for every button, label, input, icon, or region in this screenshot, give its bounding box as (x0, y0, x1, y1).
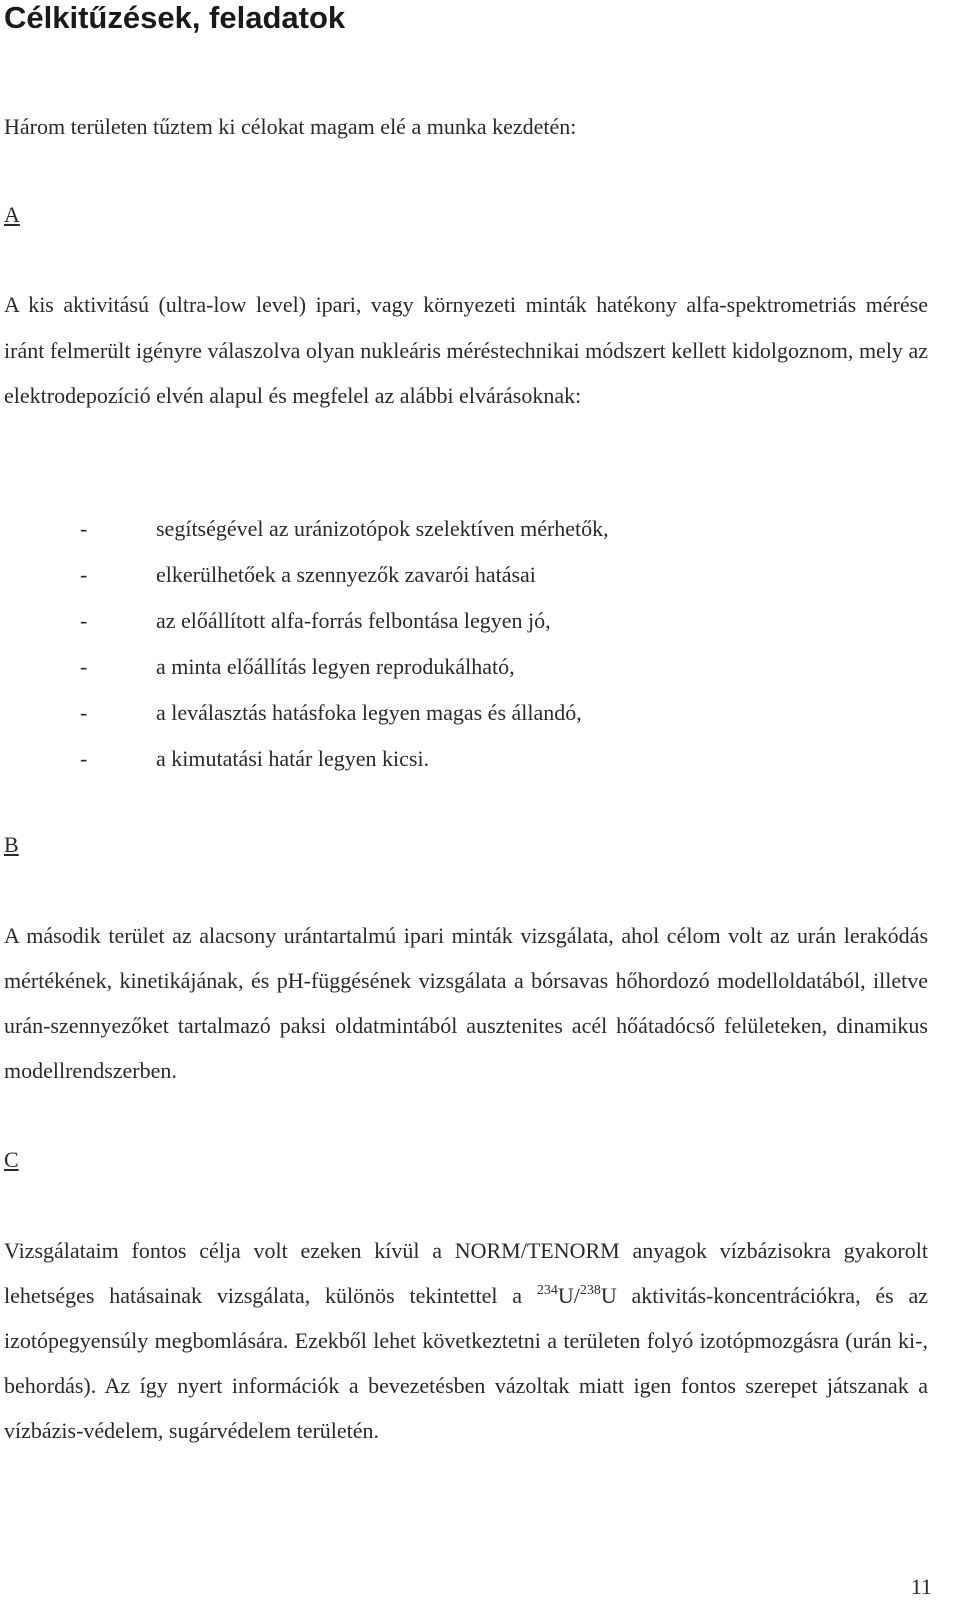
section-c-text-mid: U/ (557, 1283, 580, 1308)
list-item (80, 552, 609, 598)
list-item (80, 506, 609, 552)
list-item (80, 736, 609, 782)
list-dash: - (80, 562, 88, 587)
list-item-text: elkerülhetőek a szennyezők zavarói hatásai (156, 562, 536, 587)
list-dash: - (80, 608, 88, 633)
section-c-paragraph (4, 1228, 928, 1453)
section-c-text-start: Vizsgálataim fontos célja volt ezeken kívül a NORM/TENORM anyagok vízbázisokra gyakorolt lehetséges hatásainak vizsgálata, különös tekintettel a (4, 1238, 928, 1308)
isotope-238-superscript: 238 (579, 1283, 601, 1298)
page-number: 11 (910, 1574, 932, 1599)
section-c-label: C (4, 1147, 19, 1172)
list-dash: - (80, 516, 88, 541)
list-dash: - (80, 654, 88, 679)
list-item-text: a leválasztás hatásfoka legyen magas és állandó, (156, 700, 582, 725)
list-item (80, 598, 609, 644)
section-b-label: B (4, 832, 19, 857)
list-item (80, 690, 609, 736)
list-item-text: a minta előállítás legyen reprodukálható, (156, 654, 515, 679)
list-item-text: a kimutatási határ legyen kicsi. (156, 746, 430, 771)
list-item-text: az előállított alfa-forrás felbontása legyen jó, (156, 608, 551, 633)
page-title: Célkitűzések, feladatok (4, 0, 346, 35)
list-dash: - (80, 746, 88, 771)
list-item-text: segítségével az uránizotópok szelektíven mérhetők, (156, 516, 609, 541)
intro-paragraph: Három területen tűztem ki célokat magam elé a munka kezdetén: (4, 114, 577, 139)
list-item (80, 644, 609, 690)
requirements-list (80, 506, 609, 782)
section-a-paragraph: A kis aktivitású (ultra-low level) ipari, vagy környezeti minták hatékony alfa-spektrometriás mérése iránt felmerült igényre válaszolva olyan nukleáris méréstechnikai módszert kellett kidolgoznom, mely az elektrodepozíció elvén alapul és megfelel az alábbi elvárásoknak: (4, 292, 928, 408)
section-a-label: A (4, 202, 20, 227)
isotope-234-superscript: 234 (536, 1283, 558, 1298)
section-b-paragraph: A második terület az alacsony urántartalmú ipari minták vizsgálata, ahol célom volt az urán lerakódás mértékének, kinetikájának, és pH-függésének vizsgálata a bórsavas hőhordozó modelloldatából, illetve urán-szennyezőket tartalmazó paksi oldatmintából ausztenites acél hőátadócső felületeken, dinamikus modellrendszerben. (4, 923, 928, 1083)
section-c-text-end: U aktivitás-koncentrációkra, és az izotópegyensúly megbomlására. Ezekből lehet következtetni a területen folyó izotópmozgásra (urán ki-, behordás). Az így nyert információk a bevezetésben vázoltak miatt igen fontos szerepet játszanak a vízbázis-védelem, sugárvédelem területén. (4, 1283, 928, 1443)
list-dash: - (80, 700, 88, 725)
